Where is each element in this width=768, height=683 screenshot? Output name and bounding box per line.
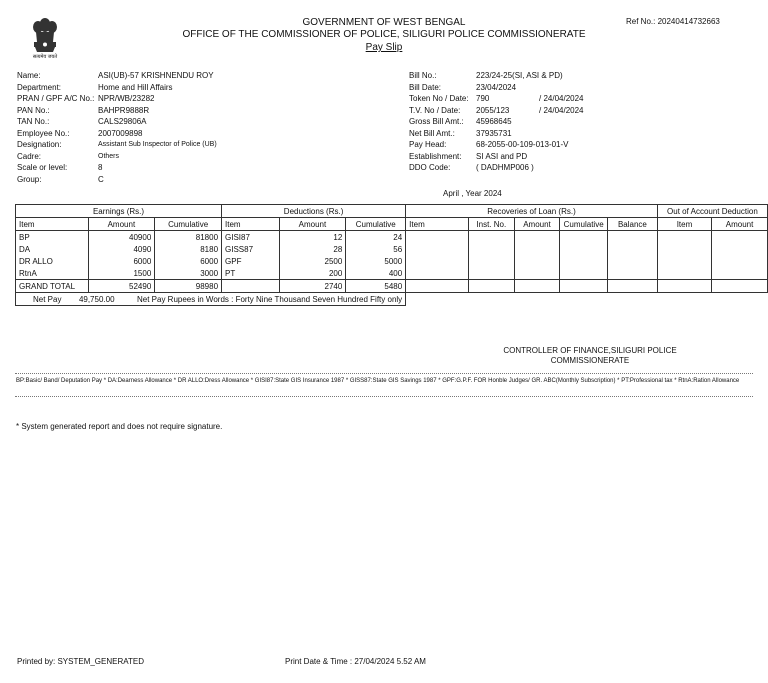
print-date-time: Print Date & Time : 27/04/2024 5.52 AM — [285, 657, 426, 666]
field-label: TAN No.: — [17, 117, 50, 126]
col-amount: Amount — [712, 218, 768, 231]
deduction-item: GISI87 — [222, 231, 280, 244]
field-label: Net Bill Amt.: — [409, 128, 455, 138]
printed-by: Printed by: SYSTEM_GENERATED — [17, 657, 144, 666]
field-value: 790 — [476, 94, 490, 103]
deductions-header: Deductions (Rs.) — [222, 205, 406, 218]
field-label: Gross Bill Amt.: — [409, 117, 464, 126]
deduction-cumulative: 400 — [346, 267, 406, 280]
field-label: Token No / Date: — [409, 94, 469, 103]
bill-details — [409, 70, 599, 174]
earning-item: DA — [16, 243, 89, 255]
deduction-amount: 12 — [279, 231, 346, 244]
earning-amount: 4090 — [88, 243, 155, 255]
field-date: / 24/04/2024 — [539, 94, 584, 103]
total-deduction-amount: 2740 — [279, 280, 346, 293]
divider — [15, 396, 753, 397]
earning-item: BP — [16, 231, 89, 244]
field-label: Bill Date: — [409, 82, 442, 92]
earning-cumulative: 81800 — [155, 231, 222, 244]
out-of-account-header: Out of Account Deduction — [657, 205, 767, 218]
divider — [15, 373, 753, 374]
field-value: ASI(UB)-57 KRISHNENDU ROY — [98, 71, 214, 80]
field-value: 8 — [98, 163, 103, 172]
field-date: / 24/04/2024 — [539, 105, 584, 115]
field-value: 68-2055-00-109-013-01-V — [476, 140, 569, 149]
field-label: Establishment: — [409, 151, 462, 161]
col-cumulative: Cumulative — [155, 218, 222, 231]
col-item: Item — [657, 218, 711, 231]
earning-item: DR ALLO — [16, 255, 89, 267]
field-value: Home and Hill Affairs — [98, 82, 173, 92]
deduction-cumulative: 5000 — [346, 255, 406, 267]
field-date — [539, 82, 599, 94]
column-header-row — [16, 218, 768, 231]
pay-period: April , Year 2024 — [443, 189, 502, 198]
table-row — [16, 243, 768, 255]
field-value: NPR/WB/23282 — [98, 94, 155, 103]
earning-amount: 1500 — [88, 267, 155, 280]
header-office: OFFICE OF THE COMMISSIONER OF POLICE, SILIGURI POLICE COMMISSIONERATE — [182, 29, 586, 40]
field-date — [539, 70, 599, 82]
net-pay-row — [16, 293, 768, 306]
col-item: Item — [406, 218, 469, 231]
earning-item: RtnA — [16, 267, 89, 280]
total-earning-amount: 52490 — [88, 280, 155, 293]
grand-total-row — [16, 280, 768, 293]
field-value: BAHPR9888R — [98, 105, 150, 115]
field-label: Bill No.: — [409, 71, 437, 80]
deduction-cumulative: 56 — [346, 243, 406, 255]
earning-cumulative: 8180 — [155, 243, 222, 255]
deduction-item: GISS87 — [222, 243, 280, 255]
col-amount: Amount — [514, 218, 559, 231]
total-deduction-cumulative: 5480 — [346, 280, 406, 293]
header-government: GOVERNMENT OF WEST BENGAL — [302, 17, 466, 28]
field-label: PAN No.: — [17, 105, 50, 115]
field-label: Group: — [17, 174, 42, 184]
field-value: 2007009898 — [98, 128, 143, 138]
field-value: ( DADHMP006 ) — [476, 163, 534, 172]
field-label: Employee No.: — [17, 128, 70, 138]
net-pay-words: Net Pay Rupees in Words : Forty Nine Thousand Seven Hundred Fifty only — [137, 294, 403, 304]
col-balance: Balance — [608, 218, 658, 231]
pay-table — [15, 204, 768, 306]
net-pay-label: Net Pay — [33, 294, 62, 304]
field-value: 2055/123 — [476, 105, 510, 115]
grand-total-label: GRAND TOTAL — [16, 280, 89, 293]
deduction-cumulative: 24 — [346, 231, 406, 244]
total-earning-cumulative: 98980 — [155, 280, 222, 293]
field-label: Cadre: — [17, 151, 42, 161]
field-value: 45968645 — [476, 117, 512, 126]
field-value: 37935731 — [476, 128, 512, 138]
ref-number: Ref No.: 20240414732663 — [626, 17, 720, 26]
col-cumulative: Cumulative — [346, 218, 406, 231]
deduction-item: PT — [222, 267, 280, 280]
system-note: * System generated report and does not require signature. — [16, 422, 223, 431]
col-item: Item — [222, 218, 280, 231]
earning-cumulative: 3000 — [155, 267, 222, 280]
earnings-header: Earnings (Rs.) — [16, 205, 222, 218]
earning-cumulative: 6000 — [155, 255, 222, 267]
field-label: Designation: — [17, 140, 62, 149]
col-inst-no: Inst. No. — [468, 218, 514, 231]
field-date — [539, 116, 599, 128]
field-label: DDO Code: — [409, 163, 451, 172]
emblem-caption: सत्यमेव जयते — [32, 54, 58, 60]
field-label: Pay Head: — [409, 140, 447, 149]
field-label: T.V. No / Date: — [409, 105, 461, 115]
deduction-item: GPF — [222, 255, 280, 267]
controller-signature-block — [480, 346, 700, 365]
earning-amount: 6000 — [88, 255, 155, 267]
field-label: Name: — [17, 71, 41, 80]
deduction-amount: 28 — [279, 243, 346, 255]
recoveries-header: Recoveries of Loan (Rs.) — [406, 205, 658, 218]
field-value: Assistant Sub Inspector of Police (UB) — [98, 141, 217, 148]
field-value: 23/04/2024 — [476, 82, 517, 92]
table-row — [16, 267, 768, 280]
table-row — [16, 231, 768, 244]
field-label: PRAN / GPF A/C No.: — [17, 94, 95, 103]
field-label: Scale or level: — [17, 163, 68, 172]
field-date — [539, 128, 599, 140]
group-header-row — [16, 205, 768, 218]
page-title: Pay Slip — [365, 42, 403, 53]
deduction-amount: 200 — [279, 267, 346, 280]
field-label: Department: — [17, 82, 62, 92]
field-value: Others — [98, 152, 120, 160]
controller-line1: CONTROLLER OF FINANCE,SILIGURI POLICE — [503, 346, 677, 355]
abbreviation-legend: BP:Basic/ Band/ Deputation Pay * DA:Dearness Allowance * DR ALLO:Dress Allowance * GISI87:State GIS Insurance 1987 * GISS87:State GIS Savings 1987 * GPF:G.P.F. FOR Honble Judges/ GR. ABC(Monthly Subscription) * PT:Professional tax * RtnA:Ration Allowance — [16, 378, 740, 384]
field-value: 223/24-25(SI, ASI & PD) — [476, 71, 563, 80]
col-amount: Amount — [279, 218, 346, 231]
col-item: Item — [16, 218, 89, 231]
col-amount: Amount — [88, 218, 155, 231]
field-value: CALS29806A — [98, 117, 147, 126]
table-row — [16, 255, 768, 267]
net-pay-value: 49,750.00 — [78, 294, 115, 304]
deduction-amount: 2500 — [279, 255, 346, 267]
controller-line2: COMMISSIONERATE — [550, 355, 630, 365]
earning-amount: 40900 — [88, 231, 155, 244]
field-value: C — [98, 174, 104, 184]
employee-details — [17, 70, 398, 185]
field-value: SI ASI and PD — [476, 151, 528, 161]
col-cumulative: Cumulative — [560, 218, 608, 231]
